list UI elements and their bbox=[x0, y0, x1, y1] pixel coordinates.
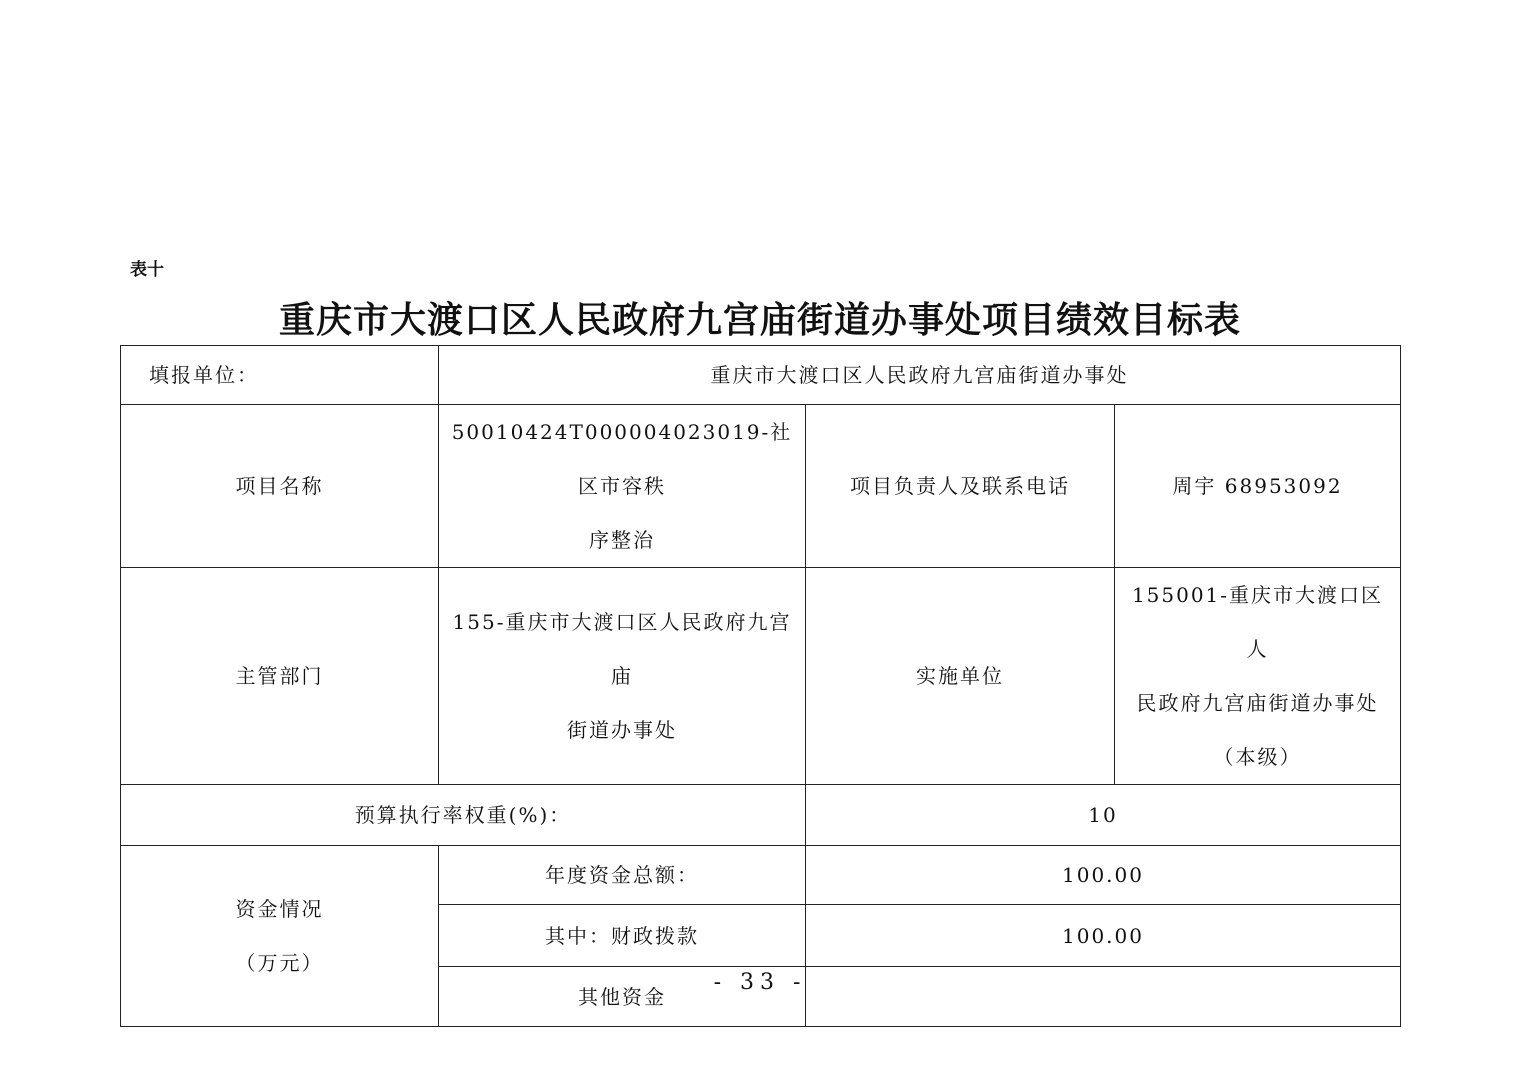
implementing-unit-line: 民政府九宫庙街道办事处 bbox=[1136, 691, 1379, 715]
budget-weight-value: 10 bbox=[806, 785, 1401, 846]
department-label: 主管部门 bbox=[121, 568, 439, 785]
table-number-label: 表十 bbox=[130, 260, 164, 280]
project-name-value bbox=[439, 405, 806, 568]
page-number: - 33 - bbox=[713, 970, 807, 995]
annual-total-label: 年度资金总额： bbox=[439, 846, 806, 905]
project-name-line: 50010424T000004023019-社区市容秩 bbox=[451, 420, 793, 498]
contact-label: 项目负责人及联系电话 bbox=[806, 405, 1115, 568]
fiscal-appropriation-value: 100.00 bbox=[806, 905, 1401, 967]
table-row bbox=[121, 785, 1401, 846]
contact-value: 周宇 68953092 bbox=[1115, 405, 1401, 568]
implementing-unit-line: （本级） bbox=[1213, 745, 1302, 769]
budget-weight-label: 预算执行率权重(%)： bbox=[121, 785, 806, 846]
funds-label bbox=[121, 846, 439, 1027]
reporting-unit-label: 填报单位： bbox=[121, 346, 439, 405]
project-name-line: 序整治 bbox=[589, 528, 655, 552]
document-title: 重庆市大渡口区人民政府九宫庙街道办事处项目绩效目标表 bbox=[278, 300, 1241, 341]
table-row bbox=[121, 346, 1401, 405]
department-value bbox=[439, 568, 806, 785]
fiscal-appropriation-label: 其中：财政拨款 bbox=[439, 905, 806, 967]
project-name-label: 项目名称 bbox=[121, 405, 439, 568]
implementing-unit-label: 实施单位 bbox=[806, 568, 1115, 785]
table-row bbox=[121, 846, 1401, 905]
reporting-unit-value: 重庆市大渡口区人民政府九宫庙街道办事处 bbox=[439, 346, 1401, 405]
implementing-unit-line: 155001-重庆市大渡口区人 bbox=[1131, 583, 1384, 661]
department-line: 155-重庆市大渡口区人民政府九宫庙 bbox=[452, 610, 792, 688]
performance-target-table bbox=[120, 345, 1401, 1027]
annual-total-value: 100.00 bbox=[806, 846, 1401, 905]
table-row bbox=[121, 568, 1401, 785]
implementing-unit-value bbox=[1115, 568, 1401, 785]
department-line: 街道办事处 bbox=[567, 718, 677, 742]
funds-label-line: （万元） bbox=[235, 951, 324, 975]
table-row bbox=[121, 405, 1401, 568]
funds-label-line: 资金情况 bbox=[235, 897, 324, 921]
other-funds-label: 其他资金 bbox=[439, 967, 806, 1027]
